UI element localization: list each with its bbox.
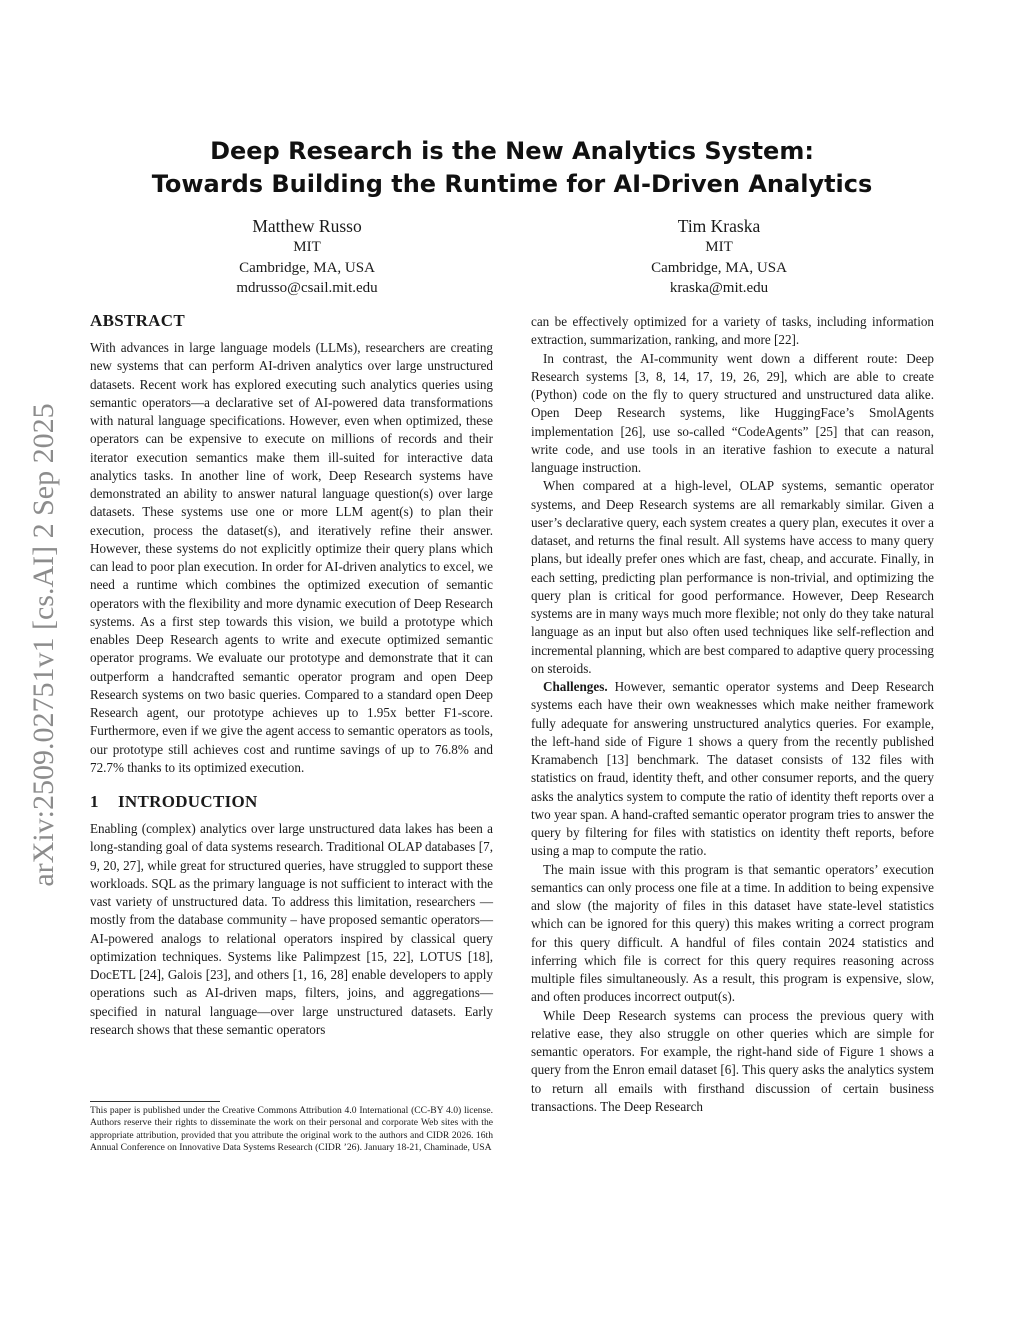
author-email[interactable]: kraska@mit.edu bbox=[669, 280, 769, 296]
left-column bbox=[90, 310, 493, 1039]
author-block bbox=[529, 215, 909, 299]
section-title: INTRODUCTION bbox=[118, 792, 258, 811]
author-affiliation: MIT bbox=[293, 239, 321, 255]
arxiv-side-stamp: arXiv:2509.02751v1 [cs.AI] 2 Sep 2025 bbox=[27, 403, 60, 887]
paper-title-line-2: Towards Building the Runtime for AI-Driven Analytics bbox=[151, 170, 873, 198]
author-name: Tim Kraska bbox=[677, 216, 761, 236]
challenges-run-in-heading: Challenges. bbox=[543, 679, 608, 694]
intro-paragraph-6: While Deep Research systems can process the previous query with relative ease, they also struggle on other queries which are simple for semantic operators. For example, the right-hand side of Figure 1 shows a query from the Enron email dataset [6]. This query asks the analytics system to return all emails with firsthand discussion of certain business transactions. The Deep Research bbox=[531, 1007, 934, 1114]
section-number: 1 bbox=[90, 792, 99, 811]
intro-paragraph-3: When compared at a high-level, OLAP systems, semantic operator systems, and Deep Research systems are all remarkably similar. Given a user’s declarative query, each system creates a query plan, executes it over a dataset, and returns the final result. All systems have access to many query plans, but ideally prefer ones which are fast, cheap, and accurate. Finally, in each setting, predicting plan performance is non-trivial, and optimizing the query plan is critical for good performance. However, Deep Research systems are in many ways much more flexible; not only do they take natural language as an input but also often used techniques like self-reflection and incremental planning, which are best compared to adaptive query processing on steroids. bbox=[531, 478, 934, 676]
abstract-heading: ABSTRACT bbox=[90, 311, 185, 330]
intro-paragraph-challenges bbox=[531, 678, 934, 861]
paper-title bbox=[0, 135, 1024, 201]
author-affiliation: MIT bbox=[705, 239, 733, 255]
copyright-footnote: This paper is published under the Creative Commons Attribution 4.0 International (CC-BY 4.0) license. Authors reserve their rights to disseminate the work on their personal and corporate Web sites with the appropriate attribution, provided that you attribute the original work to the authors and CIDR 2026. 16th Annual Conference on Innovative Data Systems Research (CIDR ’26). January 18-21, Chaminade, USA bbox=[90, 1105, 493, 1154]
author-block bbox=[117, 215, 497, 299]
abstract-text: With advances in large language models (LLMs), researchers are creating new systems that can perform AI-driven analytics over large unstructured datasets. Recent work has explored executing such analytics queries using semantic operators—a declarative set of AI-powered data transformations with natural language specifications. However, even when optimized, these operators can be expensive to execute on millions of records and their iterator execution semantics make them ill-suited for interactive data analytics tasks. In another line of work, Deep Research systems have demonstrated an ability to answer natural language question(s) over large datasets. These systems use one or more LLM agent(s) to plan their execution, process the dataset(s), and iteratively refine their answer. However, these systems do not explicitly optimize their query plans which can lead to poor plan execution. In order for AI-driven analytics to excel, we need a runtime which combines the optimized execution of semantic operators with the flexibility and more dynamic execution of Deep Research systems. As a first step towards this vision, we build a prototype which enables Deep Research agents to write and execute optimized semantic operator programs. We evaluate our prototype and demonstrate that it can outperform a handcrafted semantic operator program and open Deep Research systems on two basic queries. Compared to a standard open Deep Research agent, our prototype achieves up to 1.95x better F1-score. Furthermore, even if we give the agent access to semantic operators as tools, our prototype still achieves cost and runtime savings of up to 76.8% and 72.7% thanks to its optimized execution. bbox=[90, 340, 493, 775]
intro-paragraph-5: The main issue with this program is that semantic operators’ execution semantics can only process one file at a time. In addition to being expensive and slow (the majority of files in this dataset have state-level statistics which can be ignored for this query) this makes writing a correct program for this query difficult. A handful of files contain 2024 statistics and inferring which file is correct for this query requires reasoning across multiple files simultaneously. As a result, this program is expensive, slow, and often produces incorrect output(s). bbox=[531, 861, 934, 1005]
paper-title-line-1: Deep Research is the New Analytics System: bbox=[210, 137, 814, 165]
intro-paragraph-1: Enabling (complex) analytics over large unstructured data lakes has been a long-standing goal of data systems research. Traditional OLAP databases [7, 9, 20, 27], while great for structured queries, have struggled to support these workloads. SQL as the primary language is not sufficient to interact with the vast variety of unstructured data. To address this limitation, researchers — mostly from the database community – have proposed semantic operators—AI-powered analogs to relational operators inspired by classical query optimization techniques. Systems like Palimpzest [15, 22], LOTUS [18], DocETL [24], Galois [23], and others [1, 16, 28] enable developers to apply operations such as AI-driven maps, filters, joins, and aggregations—specified in natural language—over large unstructured datasets. Early research shows that these semantic operators bbox=[90, 821, 493, 1037]
footnote-divider bbox=[90, 1101, 220, 1102]
intro-paragraph-2: In contrast, the AI-community went down a different route: Deep Research systems [3, 8, 14, 17, 19, 26, 29], which are able to create (Python) code on the fly to query structured and unstructured data alike. Open Deep Research systems, like HuggingFace’s SmolAgents implementation [26], use so-called “CodeAgents” [25] that can reason, write code, and use tools in an iterative fashion to execute a natural language instruction. bbox=[531, 350, 934, 475]
section-heading-introduction bbox=[90, 791, 493, 813]
author-location: Cambridge, MA, USA bbox=[239, 259, 375, 276]
author-email[interactable]: mdrusso@csail.mit.edu bbox=[236, 280, 378, 296]
author-location: Cambridge, MA, USA bbox=[651, 259, 787, 276]
author-name: Matthew Russo bbox=[252, 216, 362, 236]
challenges-text: However, semantic operator systems and Deep Research systems each have their own weaknesses which make neither framework fully adequate for answering unstructured analytics queries. For example, the left-hand side of Figure 1 shows a query from the recently published Kramabench [13] benchmark. The dataset consists of 132 files with statistics on fraud, identity theft, and other consumer reports, and the query asks the analytics system to compute the ratio of identity theft reports over a two year span. A hand-crafted semantic operator program tries to answer the query by filtering for files with statistics on identity theft reports, before using a map to compute the ratio. bbox=[531, 679, 934, 859]
right-column bbox=[531, 313, 934, 1116]
intro-paragraph-1-continued: can be effectively optimized for a variety of tasks, including information extraction, summarization, ranking, and more [22]. bbox=[531, 314, 934, 348]
